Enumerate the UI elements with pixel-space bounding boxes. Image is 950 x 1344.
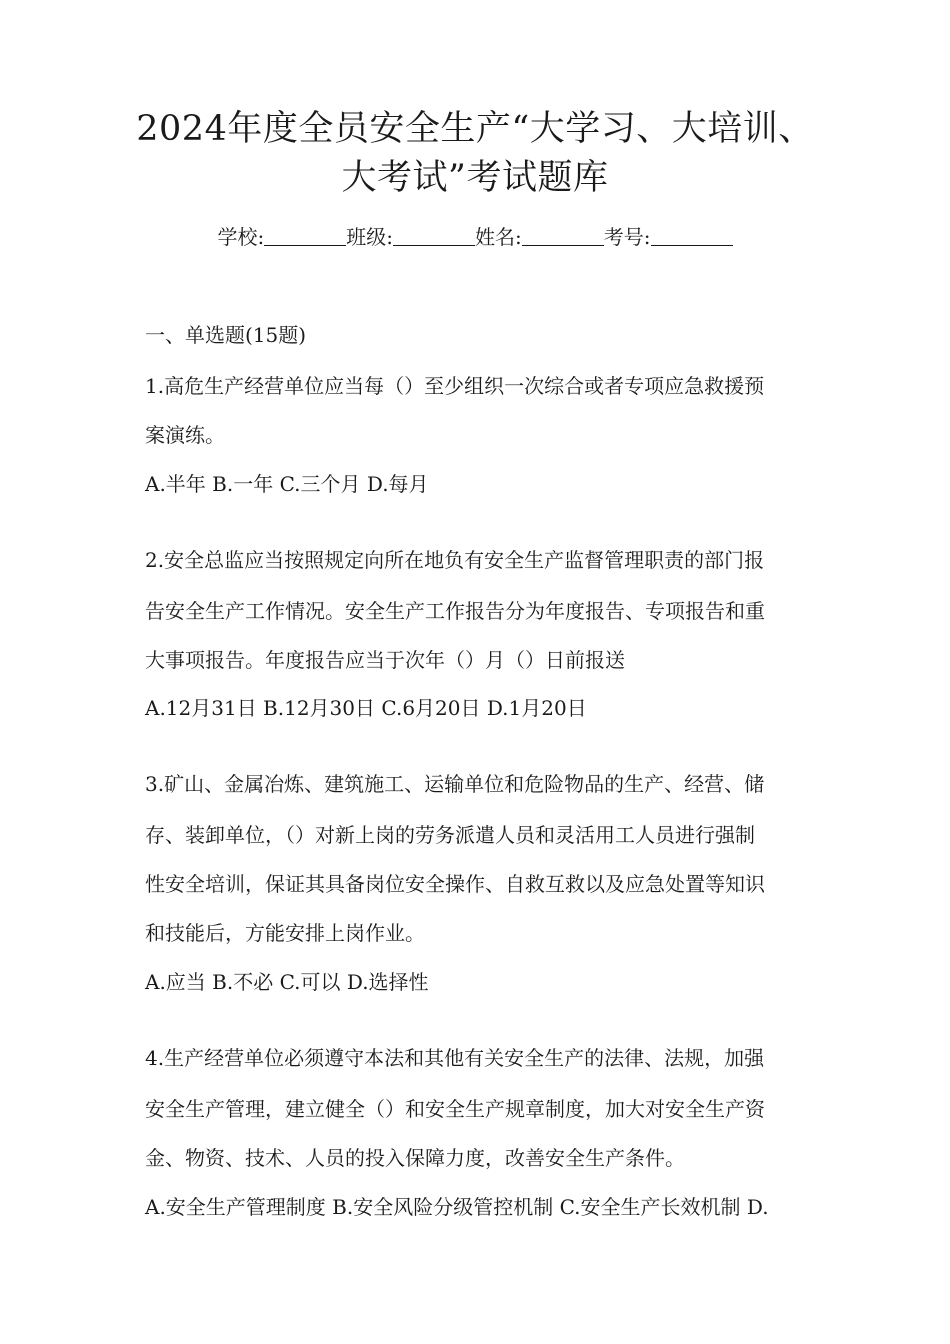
question-1-line-1: 1.高危生产经营单位应当每（）至少组织一次综合或者专项应急救援预 — [145, 374, 765, 398]
student-info-fields — [0, 222, 950, 252]
question-2-line-2: 告安全生产工作情况。安全生产工作报告分为年度报告、专项报告和重 — [145, 599, 765, 623]
question-4-line-2: 安全生产管理，建立健全（）和安全生产规章制度，加大对安全生产资 — [145, 1097, 765, 1121]
question-3-line-2: 存、装卸单位，（）对新上岗的劳务派遣人员和灵活用工人员进行强制 — [145, 823, 755, 847]
exam-number-blank — [651, 225, 733, 246]
question-3-options: A.应当 B.不必 C.可以 D.选择性 — [145, 970, 429, 994]
class-blank — [393, 225, 475, 246]
question-1-options: A.半年 B.一年 C.三个月 D.每月 — [145, 472, 429, 496]
exam-number-label: 考号: — [603, 225, 651, 249]
question-1-line-2: 案演练。 — [145, 423, 225, 447]
name-label: 姓名: — [475, 225, 522, 249]
section-heading: 一、单选题(15题) — [145, 323, 307, 347]
question-4-line-3: 金、物资、技术、人员的投入保障力度，改善安全生产条件。 — [145, 1146, 685, 1170]
school-label: 学校: — [217, 225, 265, 249]
question-2-line-3: 大事项报告。年度报告应当于次年（）月（）日前报送 — [145, 648, 625, 672]
question-2-line-1: 2.安全总监应当按照规定向所在地负有安全生产监督管理职责的部门报 — [145, 548, 765, 572]
school-blank — [264, 225, 346, 246]
question-4-line-1: 4.生产经营单位必须遵守本法和其他有关安全生产的法律、法规，加强 — [145, 1046, 765, 1070]
question-2-options: A.12月31日 B.12月30日 C.6月20日 D.1月20日 — [145, 696, 587, 720]
question-3-line-4: 和技能后，方能安排上岗作业。 — [145, 921, 425, 945]
question-4-options: A.安全生产管理制度 B.安全风险分级管控机制 C.安全生产长效机制 D. — [145, 1195, 769, 1219]
question-3-line-1: 3.矿山、金属冶炼、建筑施工、运输单位和危险物品的生产、经营、储 — [145, 772, 765, 796]
name-blank — [522, 225, 604, 246]
class-label: 班级: — [346, 225, 393, 249]
question-3-line-3: 性安全培训，保证其具备岗位安全操作、自救互救以及应急处置等知识 — [145, 872, 765, 896]
document-title-line-2: 大考试”考试题库 — [341, 158, 609, 198]
document-title-line-1: 2024年度全员安全生产“大学习、大培训、 — [136, 109, 814, 149]
